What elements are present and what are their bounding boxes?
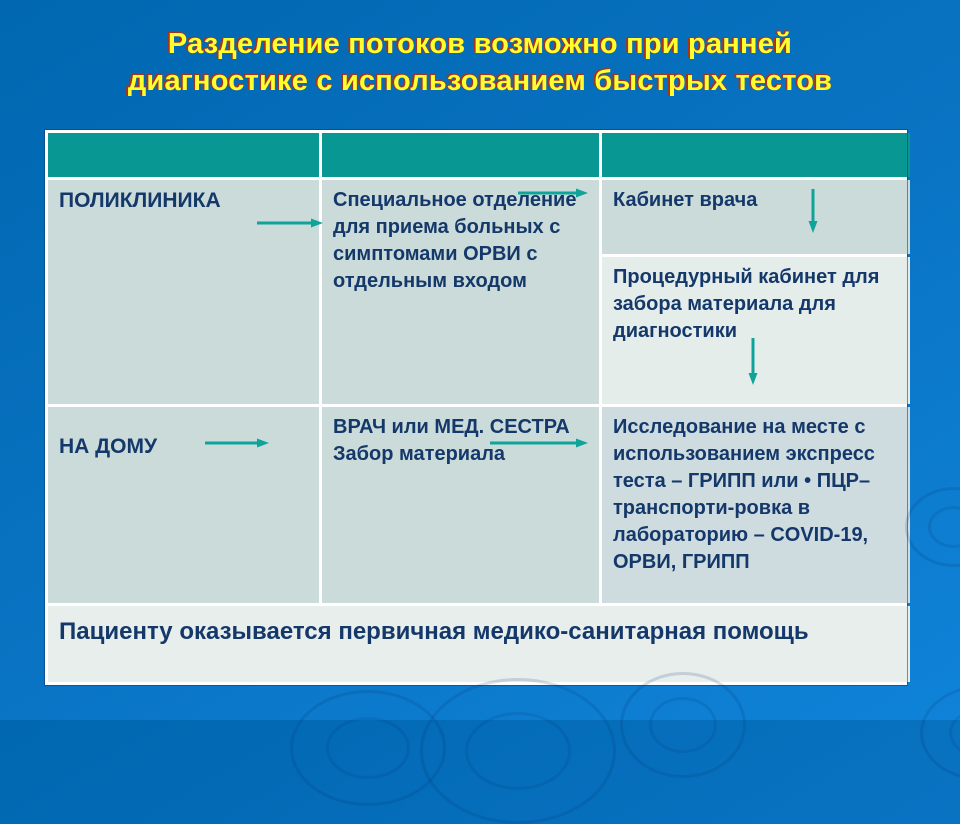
down-arrow-icon [805, 189, 821, 233]
right-arrow-icon [518, 185, 588, 201]
cell-staff-line2: Забор материала [333, 443, 506, 465]
cell-at-home: НА ДОМУ [48, 407, 319, 603]
right-arrow-icon [257, 215, 323, 231]
right-arrow-icon [205, 435, 269, 451]
ripple-decoration [420, 678, 616, 824]
ripple-decoration [920, 685, 960, 781]
header-cell-1 [48, 133, 319, 177]
ripple-decoration [620, 672, 746, 778]
cell-special-department: Специальное отделение для приема больных с симптомами ОРВИ с отдельным входом [322, 180, 599, 404]
right-arrow-icon [490, 435, 588, 451]
slide-title-line1: Разделение потоков возможно при ранней [167, 28, 793, 60]
ripple-decoration [949, 708, 960, 758]
slide-title [0, 26, 960, 100]
cell-polyclinic: ПОЛИКЛИНИКА [48, 180, 319, 404]
ripple-decoration [928, 506, 960, 547]
slide-title-line2: диагностике с использованием быстрых тестов [127, 65, 833, 97]
cell-footer-note: Пациенту оказывается первичная медико-санитарная помощь [48, 606, 910, 682]
ripple-decoration [649, 697, 716, 753]
cell-onsite-testing: Исследование на месте с использованием экспресс теста – ГРИПП или • ПЦР–транспорти-ровка в лабораторию – COVID-19, ОРВИ, ГРИПП [602, 407, 910, 603]
cell-procedure-room: Процедурный кабинет для забора материала для диагностики [602, 257, 910, 404]
ripple-decoration [326, 717, 410, 779]
cell-doctor-office: Кабинет врача [602, 180, 910, 254]
header-cell-2 [322, 133, 599, 177]
down-arrow-icon [745, 338, 761, 385]
header-cell-3 [602, 133, 910, 177]
ripple-decoration [465, 712, 571, 790]
flow-table [45, 130, 907, 685]
ripple-decoration [905, 487, 960, 567]
cell-staff-line1: ВРАЧ или МЕД. СЕСТРА [333, 416, 570, 438]
